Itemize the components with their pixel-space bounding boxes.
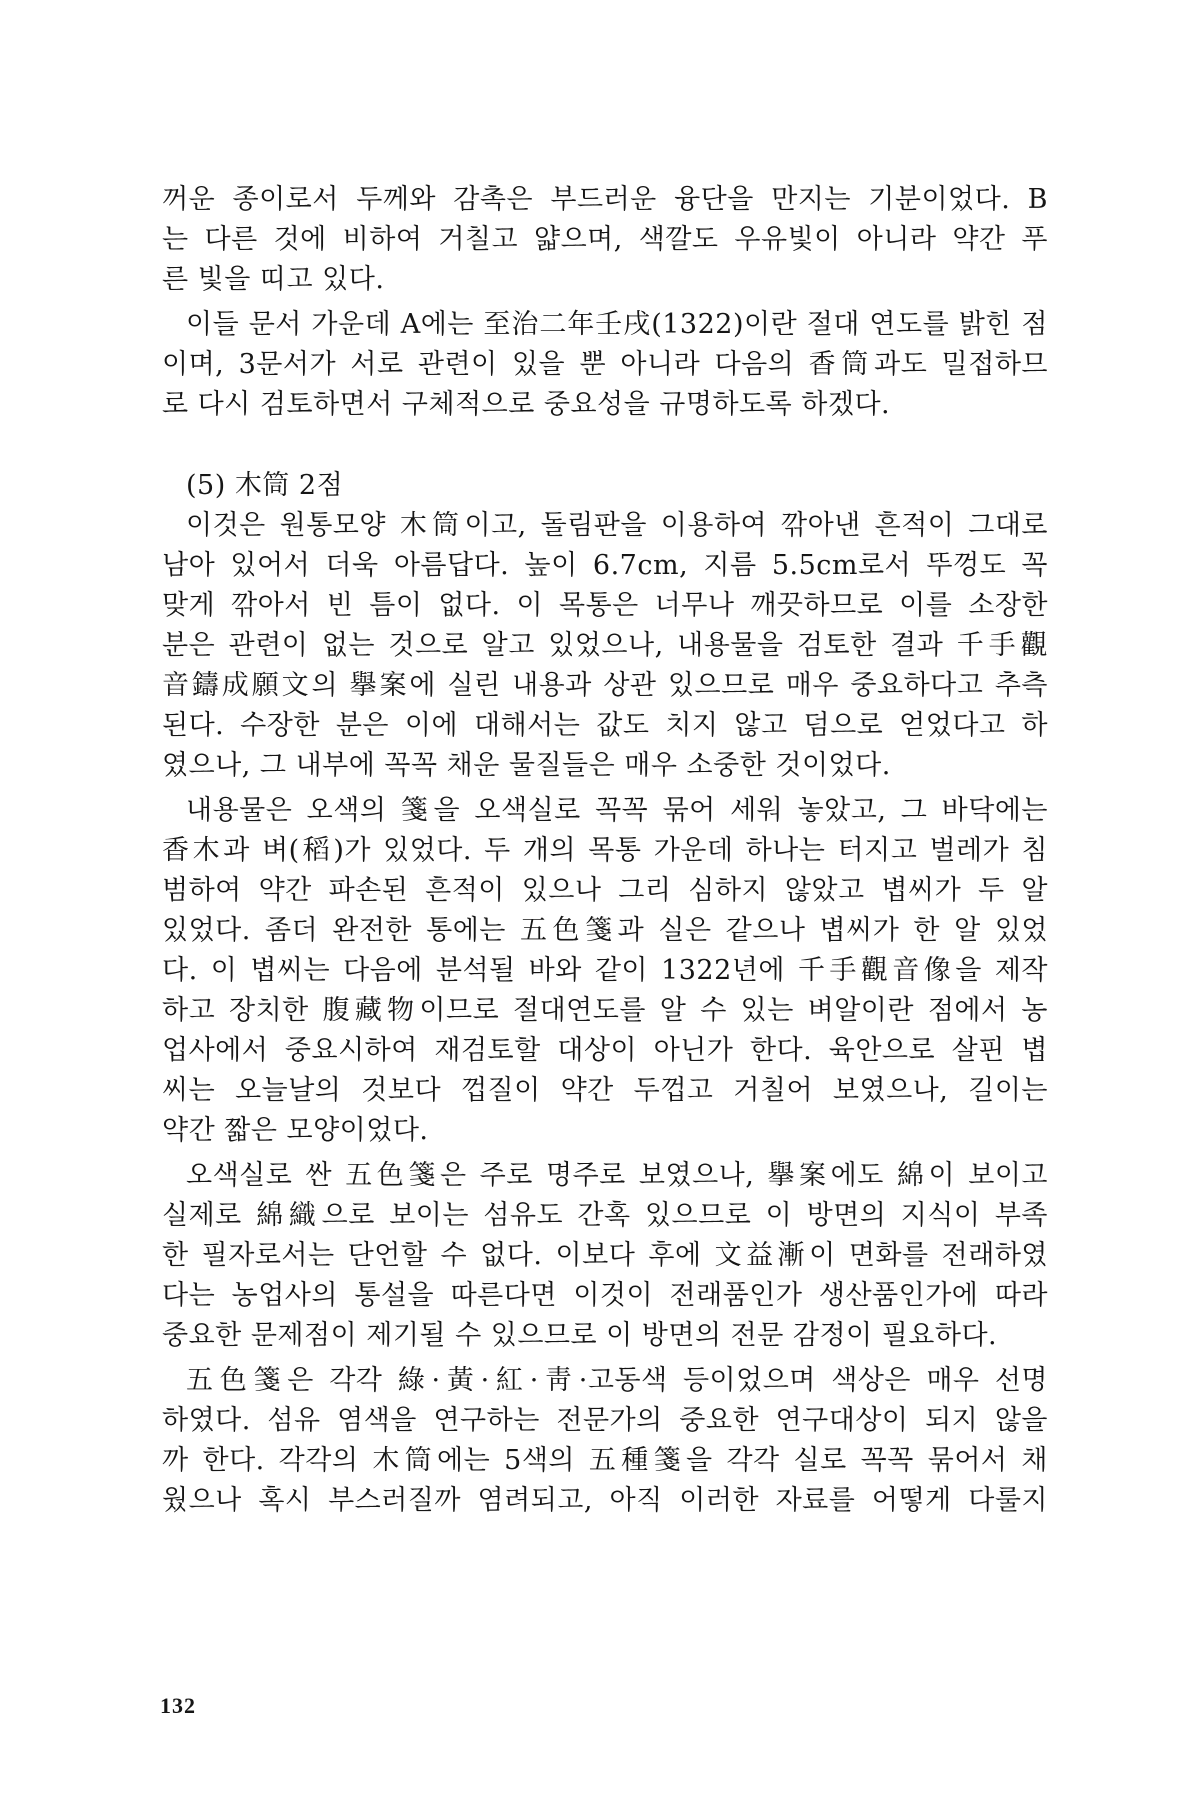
paragraph-paper-texture bbox=[162, 180, 1048, 300]
text-line: 이며, 3문서가 서로 관련이 있을 뿐 아니라 다음의 香筒과도 밀접하므 bbox=[162, 349, 1048, 380]
text-line: 하였다. 섬유 염색을 연구하는 전문가의 중요한 연구대상이 되지 않을 bbox=[162, 1405, 1048, 1436]
paragraph-silk-fibers bbox=[162, 1156, 1048, 1356]
paragraph-five-colors bbox=[162, 1361, 1048, 1521]
text-line: 였으나, 그 내부에 꼭꼭 채운 물질들은 매우 소중한 것이었다. bbox=[162, 750, 891, 781]
text-line: 오색실로 싼 五色箋은 주로 명주로 보였으나, 擧案에도 綿이 보이고 bbox=[186, 1160, 1048, 1191]
text-line: 하고 장치한 腹藏物이므로 절대연도를 알 수 있는 벼알이란 점에서 농 bbox=[162, 995, 1048, 1026]
text-line: 까 한다. 각각의 木筒에는 5색의 五種箋을 각각 실로 꼭꼭 묶어서 채 bbox=[162, 1445, 1048, 1476]
paragraph-contents bbox=[162, 791, 1048, 1151]
text-line: 중요한 문제점이 제기될 수 있으므로 이 방면의 전문 감정이 필요하다. bbox=[162, 1320, 998, 1351]
section-gap bbox=[162, 430, 1048, 466]
text-line: 범하여 약간 파손된 흔적이 있으나 그리 심하지 않았고 볍씨가 두 알 bbox=[162, 875, 1048, 906]
text-line: 약간 짧은 모양이었다. bbox=[162, 1115, 429, 1146]
text-line: 남아 있어서 더욱 아름답다. 높이 6.7cm, 지름 5.5cm로서 뚜껑도 꼭 bbox=[162, 550, 1048, 581]
text-line: 업사에서 중요시하여 재검토할 대상이 아닌가 한다. 육안으로 살핀 볍 bbox=[162, 1035, 1048, 1066]
text-line: 로 다시 검토하면서 구체적으로 중요성을 규명하도록 하겠다. bbox=[162, 389, 891, 420]
text-line: 香木과 벼(稻)가 있었다. 두 개의 목통 가운데 하나는 터지고 벌레가 침 bbox=[162, 835, 1048, 866]
text-line: 音鑄成願文의 擧案에 실린 내용과 상관 있으므로 매우 중요하다고 추측 bbox=[162, 670, 1048, 701]
page-number: 132 bbox=[160, 1693, 196, 1718]
text-line: 다. 이 볍씨는 다음에 분석될 바와 같이 1322년에 千手觀音像을 제작 bbox=[162, 955, 1048, 986]
text-line: 실제로 綿織으로 보이는 섬유도 간혹 있으므로 이 방면의 지식이 부족 bbox=[162, 1200, 1048, 1231]
text-line: 있었다. 좀더 완전한 통에는 五色箋과 실은 같으나 볍씨가 한 알 있었 bbox=[162, 915, 1048, 946]
text-line: 맞게 깎아서 빈 틈이 없다. 이 목통은 너무나 깨끗하므로 이를 소장한 bbox=[162, 590, 1048, 621]
text-line: 씨는 오늘날의 것보다 껍질이 약간 두껍고 거칠어 보였으나, 길이는 bbox=[162, 1075, 1048, 1106]
text-line: 꺼운 종이로서 두께와 감촉은 부드러운 융단을 만지는 기분이었다. B bbox=[162, 184, 1048, 215]
text-line: 분은 관련이 없는 것으로 알고 있었으나, 내용물을 검토한 결과 千手觀 bbox=[162, 630, 1048, 661]
text-line: 내용물은 오색의 箋을 오색실로 꼭꼭 묶어 세워 놓았고, 그 바닥에는 bbox=[186, 795, 1048, 826]
text-line: 는 다른 것에 비하여 거칠고 얇으며, 색깔도 우유빛이 아니라 약간 푸 bbox=[162, 224, 1048, 255]
text-line: 다는 농업사의 통설을 따른다면 이것이 전래품인가 생산품인가에 따라 bbox=[162, 1280, 1048, 1311]
text-line: 이들 문서 가운데 A에는 至治二年壬戌(1322)이란 절대 연도를 밝힌 점 bbox=[186, 309, 1048, 340]
text-line: 五色箋은 각각 綠·黃·紅·靑·고동색 등이었으며 색상은 매우 선명 bbox=[186, 1365, 1048, 1396]
body-text bbox=[162, 180, 1048, 1526]
section-heading: (5) 木筒 2점 bbox=[186, 470, 344, 501]
text-line: 이것은 원통모양 木筒이고, 돌림판을 이용하여 깎아낸 흔적이 그대로 bbox=[186, 510, 1048, 541]
text-line: 른 빛을 띠고 있다. bbox=[162, 264, 385, 295]
paragraph-document-dating bbox=[162, 305, 1048, 425]
section-wooden-cylinders bbox=[162, 466, 1048, 786]
text-line: 된다. 수장한 분은 이에 대해서는 값도 치지 않고 덤으로 얻었다고 하 bbox=[162, 710, 1048, 741]
text-line: 웠으나 혹시 부스러질까 염려되고, 아직 이러한 자료를 어떻게 다룰지 bbox=[162, 1485, 1048, 1516]
text-line: 한 필자로서는 단언할 수 없다. 이보다 후에 文益漸이 면화를 전래하였 bbox=[162, 1240, 1048, 1271]
